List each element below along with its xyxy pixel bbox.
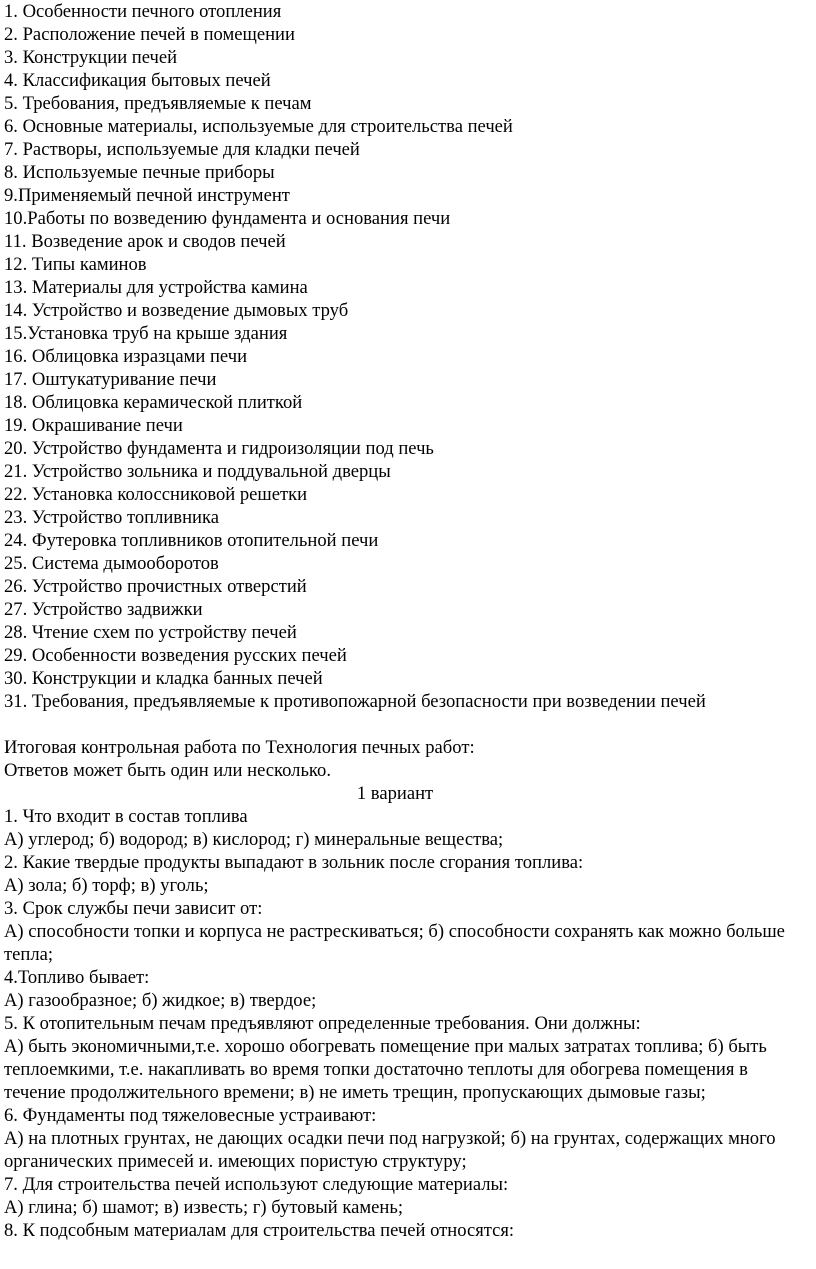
topic-item: 26. Устройство прочистных отверстий xyxy=(4,576,307,597)
topic-item: 28. Чтение схем по устройству печей xyxy=(4,622,297,643)
question-text: 5. К отопительным печам предъявляют определенные требования. Они должны: xyxy=(4,1013,641,1034)
question-text: 7. Для строительства печей используют следующие материалы: xyxy=(4,1174,509,1195)
topic-item: 24. Футеровка топливников отопительной печи xyxy=(4,530,379,551)
topic-item: 12. Типы каминов xyxy=(4,254,147,275)
answer-options: А) на плотных грунтах, не дающих осадки печи под нагрузкой; б) на грунтах, содержащих много органических примесей и. имеющих пористую структуру; xyxy=(4,1128,776,1172)
question-text: 1. Что входит в состав топлива xyxy=(4,806,248,827)
topic-item: 25. Система дымооборотов xyxy=(4,553,219,574)
topic-item: 4. Классификация бытовых печей xyxy=(4,70,271,91)
topic-item: 16. Облицовка изразцами печи xyxy=(4,346,248,367)
answer-options: А) зола; б) торф; в) уголь; xyxy=(4,875,209,896)
question-text: 3. Срок службы печи зависит от: xyxy=(4,898,263,919)
topic-item: 7. Растворы, используемые для кладки печей xyxy=(4,139,360,160)
answer-options: А) глина; б) шамот; в) известь; г) бутовый камень; xyxy=(4,1197,403,1218)
topic-item: 11. Возведение арок и сводов печей xyxy=(4,231,286,252)
question-text: 2. Какие твердые продукты выпадают в зольник после сгорания топлива: xyxy=(4,852,584,873)
topic-item: 13. Материалы для устройства камина xyxy=(4,277,308,298)
question-text: 6. Фундаменты под тяжеловесные устраивают: xyxy=(4,1105,377,1126)
topic-item: 22. Установка колоссниковой решетки xyxy=(4,484,308,505)
topic-item: 3. Конструкции печей xyxy=(4,47,178,68)
topic-item: 8. Используемые печные приборы xyxy=(4,162,275,183)
topic-item: 5. Требования, предъявляемые к печам xyxy=(4,93,312,114)
blank-line xyxy=(0,713,816,736)
answer-options: А) способности топки и корпуса не растрескиваться; б) способности сохранять как можно больше тепла; xyxy=(4,921,785,965)
topic-item: 2. Расположение печей в помещении xyxy=(4,24,295,45)
topic-item: 27. Устройство задвижки xyxy=(4,599,203,620)
question-text: 4.Топливо бывает: xyxy=(4,967,150,988)
test-note: Ответов может быть один или несколько. xyxy=(4,760,331,781)
answer-options: А) углерод; б) водород; в) кислород; г) минеральные вещества; xyxy=(4,829,504,850)
topic-item: 30. Конструкции и кладка банных печей xyxy=(4,668,323,689)
topic-item: 17. Оштукатуривание печи xyxy=(4,369,217,390)
answer-options: А) газообразное; б) жидкое; в) твердое; xyxy=(4,990,317,1011)
topic-item: 15.Установка труб на крыше здания xyxy=(4,323,288,344)
test-section xyxy=(0,736,816,1242)
topic-item: 19. Окрашивание печи xyxy=(4,415,183,436)
topic-item: 14. Устройство и возведение дымовых труб xyxy=(4,300,349,321)
variant-heading: 1 вариант xyxy=(356,783,434,804)
topic-item: 23. Устройство топливника xyxy=(4,507,219,528)
topic-item: 18. Облицовка керамической плиткой xyxy=(4,392,303,413)
topic-item: 6. Основные материалы, используемые для строительства печей xyxy=(4,116,513,137)
topic-item: 29. Особенности возведения русских печей xyxy=(4,645,347,666)
topic-item: 9.Применяемый печной инструмент xyxy=(4,185,290,206)
topic-item: 1. Особенности печного отопления xyxy=(4,1,282,22)
test-title: Итоговая контрольная работа по Технология печных работ: xyxy=(4,737,475,758)
topic-item: 21. Устройство зольника и поддувальной дверцы xyxy=(4,461,391,482)
answer-options: А) быть экономичными,т.е. хорошо обогревать помещение при малых затратах топлива; б) быть теплоемкими, т.е. накапливать во время топки достаточно теплоты для обогрева помещения в течение продолжительного времени; в) не иметь трещин, пропускающих дымовые газы; xyxy=(4,1036,767,1103)
question-text: 8. К подсобным материалам для строительства печей относятся: xyxy=(4,1220,515,1241)
topic-item: 10.Работы по возведению фундамента и основания печи xyxy=(4,208,451,229)
topic-item: 20. Устройство фундамента и гидроизоляции под печь xyxy=(4,438,434,459)
topic-item: 31. Требования, предъявляемые к противопожарной безопасности при возведении печей xyxy=(4,691,706,712)
